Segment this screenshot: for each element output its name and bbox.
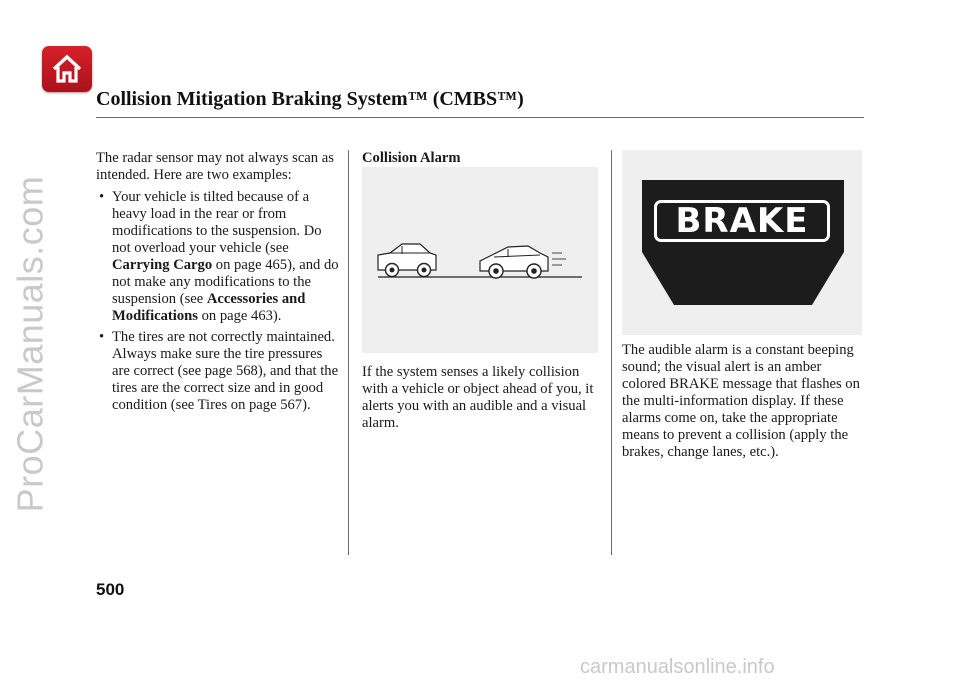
brake-alert-body: The audible alarm is a constant beeping sound; the visual alert is an amber colored BRAKE message that flashes on the multi-information display. If these alarms come on, take the appropriate means to prevent a collision (apply the brakes, change lanes, etc.). bbox=[622, 342, 860, 460]
cars-approaching-illustration bbox=[362, 167, 598, 353]
middle-column bbox=[362, 150, 602, 432]
brake-message-frame bbox=[654, 200, 830, 242]
side-watermark bbox=[0, 0, 60, 688]
multi-info-display-panel bbox=[622, 150, 862, 335]
header-rule bbox=[96, 117, 864, 118]
column-divider-2 bbox=[611, 150, 612, 555]
list-item bbox=[96, 329, 340, 414]
bullet1-text-3: on page 463). bbox=[197, 308, 282, 324]
home-icon bbox=[51, 54, 83, 84]
collision-alarm-heading: Collision Alarm bbox=[362, 150, 461, 166]
brake-display-illustration bbox=[622, 150, 862, 335]
bottom-watermark: carmanualsonline.info bbox=[580, 656, 775, 678]
bullet2-text: The tires are not correctly maintained. Always make sure the tire pressures are correct (see page 568), and that the tires are the correct size and in good condition (see Tires on page 567). bbox=[112, 329, 339, 413]
left-column bbox=[96, 150, 340, 418]
list-item bbox=[96, 189, 340, 325]
brake-message: BRAKE bbox=[675, 201, 809, 241]
side-watermark-text: ProCarManuals.com bbox=[9, 175, 50, 513]
page-title: Collision Mitigation Braking System™ (CMBS™) bbox=[96, 88, 524, 110]
bullet1-text-2: on page 465), and do not make any modifications to the suspension (see bbox=[112, 257, 339, 307]
bullet1-text-1: Your vehicle is tilted because of a heavy load in the rear or from modifications to the suspension. Do not overload your vehicle (see bbox=[112, 189, 322, 256]
intro-paragraph: The radar sensor may not always scan as intended. Here are two examples: bbox=[96, 150, 334, 183]
accessories-link[interactable]: Accessories and Modifications bbox=[112, 291, 306, 324]
column-divider-1 bbox=[348, 150, 349, 555]
collision-illustration bbox=[362, 167, 598, 353]
carrying-cargo-link[interactable]: Carrying Cargo bbox=[112, 257, 213, 273]
example-list bbox=[96, 189, 340, 414]
page-number: 500 bbox=[96, 580, 125, 599]
right-column bbox=[622, 150, 862, 461]
home-button[interactable] bbox=[42, 46, 92, 92]
collision-alarm-body: If the system senses a likely collision with a vehicle or object ahead of you, it alerts you with an audible and a visual alarm. bbox=[362, 364, 594, 431]
